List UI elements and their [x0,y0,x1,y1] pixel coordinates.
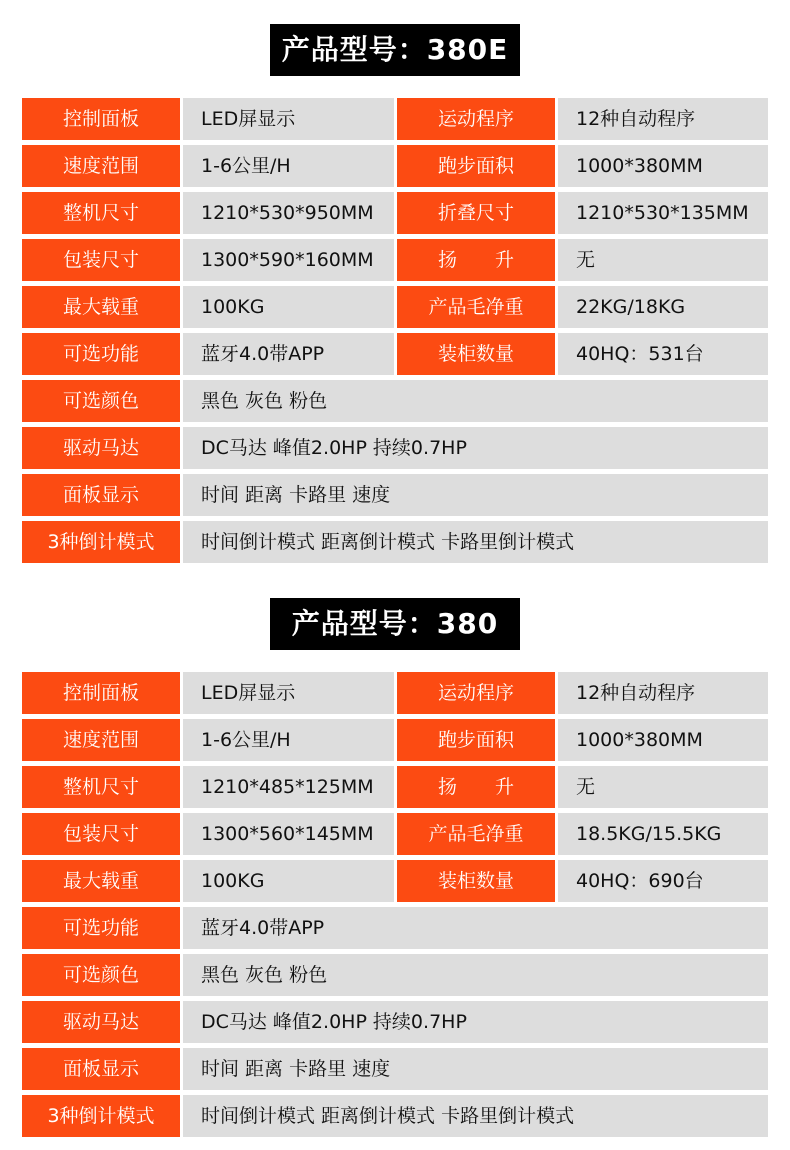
spec-value: LED屏显示 [183,672,394,714]
spec-label: 控制面板 [22,672,180,714]
spec-value: 1300*560*145MM [183,813,394,855]
spec-label: 产品毛净重 [397,813,555,855]
product-model-title-380e: 产品型号：380E [270,24,520,76]
spec-row [22,766,768,808]
spec-value: 100KG [183,286,394,328]
spec-table-380 [22,672,768,1137]
spec-value: 1-6公里/H [183,719,394,761]
spec-row [22,474,768,516]
spec-row [22,145,768,187]
spec-label: 可选颜色 [22,380,180,422]
spec-value: 黑色 灰色 粉色 [183,954,768,996]
spec-value: 18.5KG/15.5KG [558,813,768,855]
spec-value: 40HQ：531台 [558,333,768,375]
spec-value: 1000*380MM [558,719,768,761]
spec-value: 黑色 灰色 粉色 [183,380,768,422]
spec-value: DC马达 峰值2.0HP 持续0.7HP [183,427,768,469]
spec-value: 1210*485*125MM [183,766,394,808]
spec-row [22,380,768,422]
spec-label: 产品毛净重 [397,286,555,328]
spec-row [22,192,768,234]
spec-label: 扬 升 [397,239,555,281]
spec-value: 1-6公里/H [183,145,394,187]
spec-row [22,427,768,469]
spec-value: 无 [558,239,768,281]
spec-row [22,98,768,140]
spec-label: 驱动马达 [22,1001,180,1043]
spec-label: 速度范围 [22,145,180,187]
spec-label: 最大载重 [22,860,180,902]
spec-label: 可选功能 [22,333,180,375]
spec-value: 蓝牙4.0带APP [183,907,768,949]
spec-value: 蓝牙4.0带APP [183,333,394,375]
spec-label: 控制面板 [22,98,180,140]
spec-label: 可选功能 [22,907,180,949]
spec-label: 驱动马达 [22,427,180,469]
spec-row [22,333,768,375]
spec-value: 1210*530*950MM [183,192,394,234]
spec-value: LED屏显示 [183,98,394,140]
spec-label: 面板显示 [22,474,180,516]
spec-value: 时间倒计模式 距离倒计模式 卡路里倒计模式 [183,521,768,563]
spec-label: 面板显示 [22,1048,180,1090]
spec-label: 运动程序 [397,672,555,714]
spec-label: 折叠尺寸 [397,192,555,234]
spec-row [22,1095,768,1137]
spec-value: 22KG/18KG [558,286,768,328]
spec-label: 包装尺寸 [22,239,180,281]
product-model-title-380: 产品型号：380 [270,598,520,650]
spec-row [22,1048,768,1090]
spec-value: 1300*590*160MM [183,239,394,281]
spec-row [22,521,768,563]
spec-value: 时间 距离 卡路里 速度 [183,1048,768,1090]
spec-value: 1000*380MM [558,145,768,187]
spec-label: 包装尺寸 [22,813,180,855]
spec-value: 1210*530*135MM [558,192,768,234]
spec-value: DC马达 峰值2.0HP 持续0.7HP [183,1001,768,1043]
spec-label: 扬 升 [397,766,555,808]
spec-row [22,239,768,281]
spec-label: 跑步面积 [397,145,555,187]
spec-table-380e [22,98,768,563]
spec-row [22,860,768,902]
spec-row [22,907,768,949]
spec-label: 可选颜色 [22,954,180,996]
spec-row [22,672,768,714]
spec-row [22,719,768,761]
spec-value: 100KG [183,860,394,902]
spec-value: 40HQ：690台 [558,860,768,902]
spec-value: 时间倒计模式 距离倒计模式 卡路里倒计模式 [183,1095,768,1137]
spec-value: 12种自动程序 [558,672,768,714]
spec-label: 3种倒计模式 [22,1095,180,1137]
spec-row [22,1001,768,1043]
spec-label: 整机尺寸 [22,766,180,808]
spec-label: 运动程序 [397,98,555,140]
spec-value: 12种自动程序 [558,98,768,140]
spec-label: 装柜数量 [397,333,555,375]
spec-label: 3种倒计模式 [22,521,180,563]
spec-label: 装柜数量 [397,860,555,902]
spec-value: 无 [558,766,768,808]
spec-row [22,954,768,996]
spec-label: 最大载重 [22,286,180,328]
spec-row [22,286,768,328]
spec-label: 速度范围 [22,719,180,761]
spec-label: 整机尺寸 [22,192,180,234]
spec-label: 跑步面积 [397,719,555,761]
spec-value: 时间 距离 卡路里 速度 [183,474,768,516]
spec-row [22,813,768,855]
